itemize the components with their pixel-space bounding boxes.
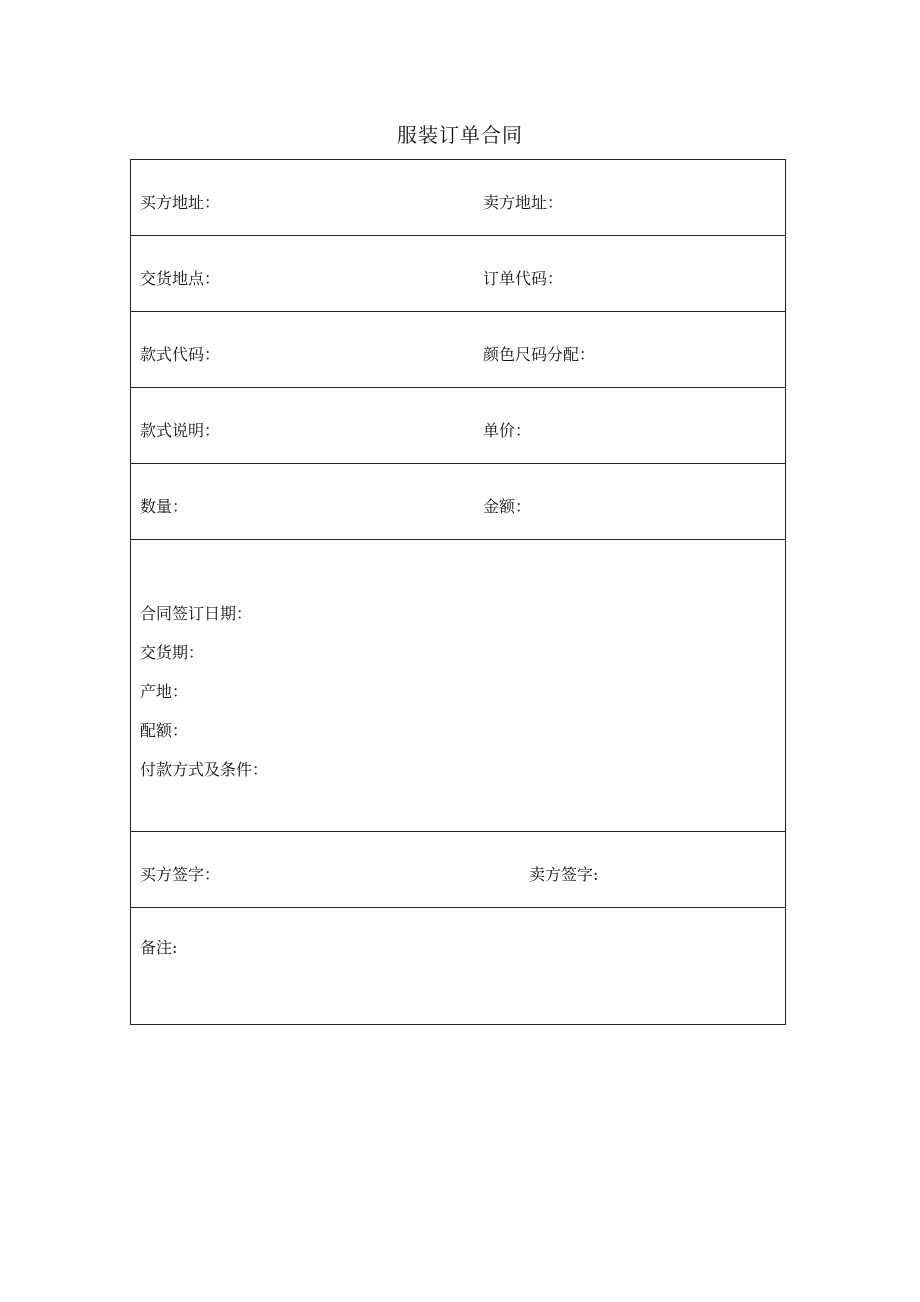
contract-terms-list <box>140 604 268 799</box>
color-size-allocation-field[interactable]: 颜色尺码分配： <box>483 345 596 364</box>
amount-field[interactable]: 金额： <box>483 497 532 516</box>
seller-address-field[interactable]: 卖方地址： <box>483 193 564 212</box>
form-row-addresses <box>131 160 785 236</box>
style-code-field[interactable]: 款式代码： <box>140 345 221 364</box>
delivery-location-field[interactable]: 交货地点： <box>140 269 221 288</box>
origin-field[interactable]: 产地： <box>140 682 189 701</box>
contract-sign-date-field[interactable]: 合同签订日期： <box>140 604 253 623</box>
form-row-description-price <box>131 388 785 464</box>
form-row-quantity-amount <box>131 464 785 540</box>
quota-field[interactable]: 配额： <box>140 721 189 740</box>
payment-terms-field[interactable]: 付款方式及条件： <box>140 760 269 779</box>
quantity-field[interactable]: 数量： <box>140 497 189 516</box>
seller-signature-field[interactable]: 卖方签字: <box>529 865 599 884</box>
document-title: 服装订单合同 <box>397 123 523 147</box>
delivery-period-field[interactable]: 交货期： <box>140 643 205 662</box>
form-row-notes <box>131 908 785 1024</box>
buyer-signature-field[interactable]: 买方签字： <box>140 865 221 884</box>
order-contract-form <box>130 159 786 1025</box>
form-row-signatures <box>131 832 785 908</box>
notes-field[interactable]: 备注: <box>140 938 178 957</box>
style-description-field[interactable]: 款式说明： <box>140 421 221 440</box>
unit-price-field[interactable]: 单价： <box>483 421 532 440</box>
buyer-address-field[interactable]: 买方地址： <box>140 193 221 212</box>
order-code-field[interactable]: 订单代码： <box>483 269 564 288</box>
form-row-contract-terms <box>131 540 785 832</box>
form-row-delivery-order <box>131 236 785 312</box>
form-row-style-color <box>131 312 785 388</box>
